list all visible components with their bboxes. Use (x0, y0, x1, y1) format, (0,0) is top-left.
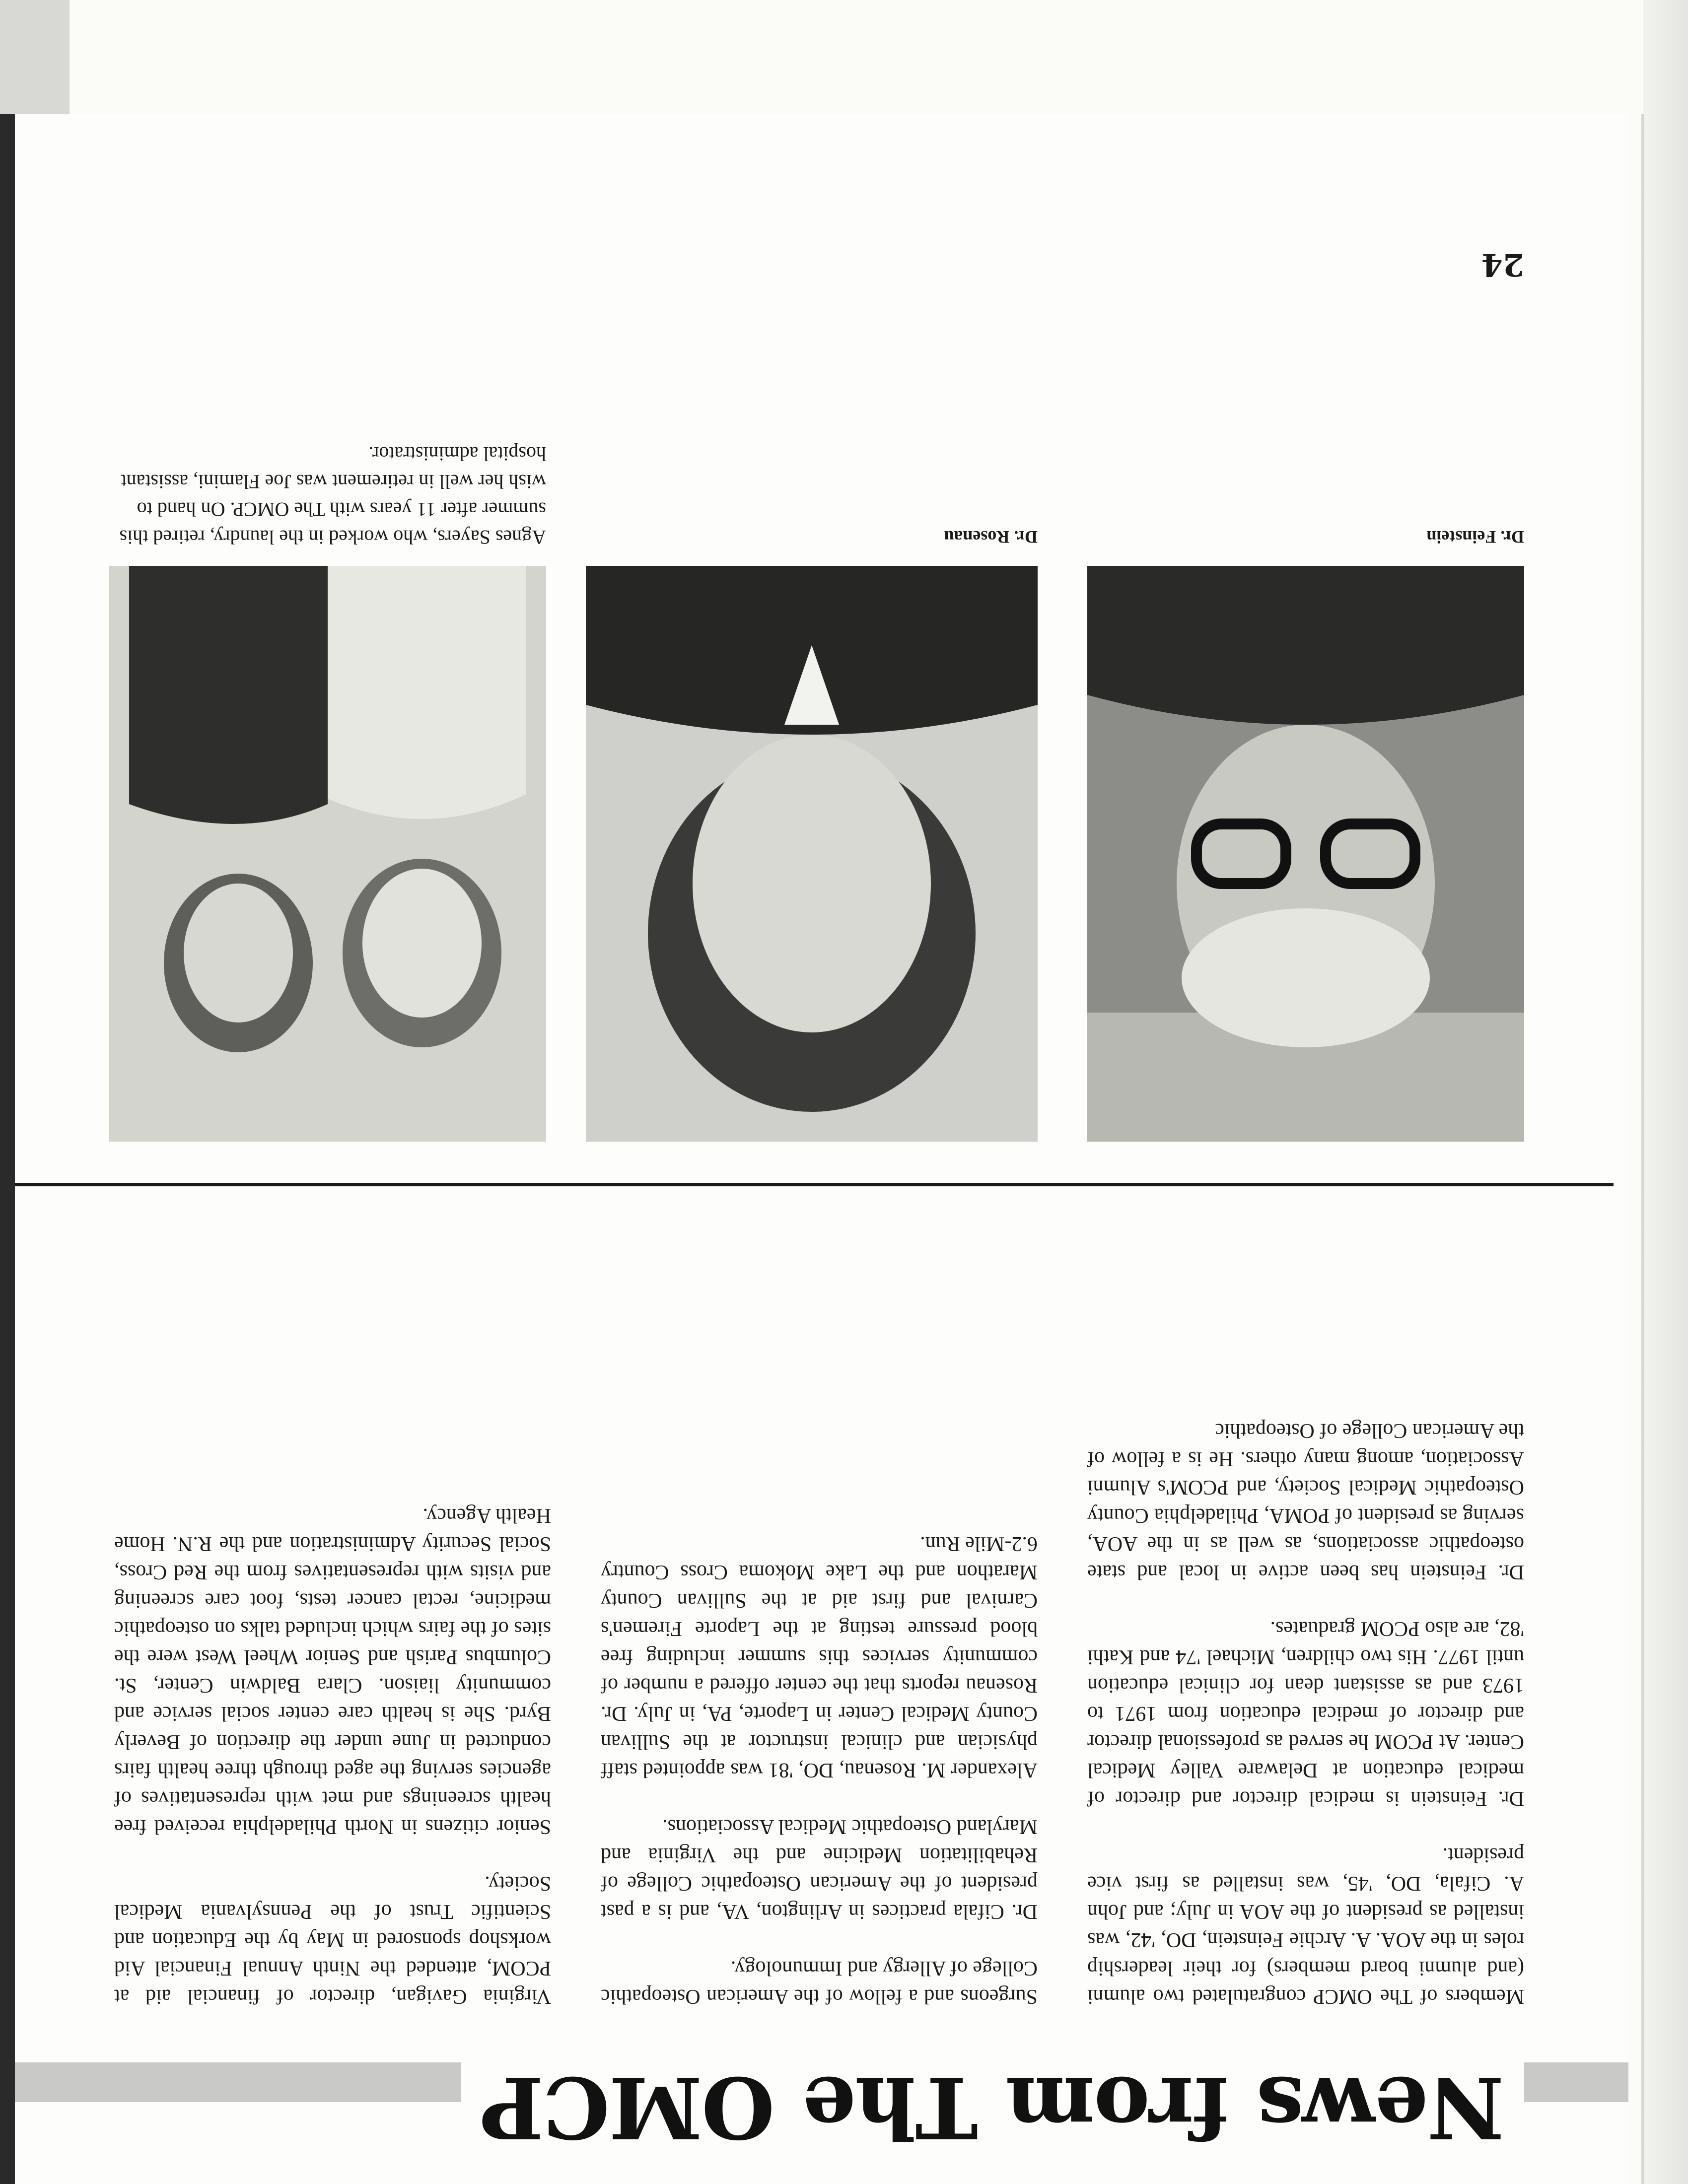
photo-feinstein (1087, 566, 1524, 1142)
portrait-illustration (586, 566, 1038, 1142)
paragraph-cifala: Dr. Cifala practices in Arlington, VA, and is a past president of the American Osteopathic College of Rehabilitation Medicine and the Virginia and Maryland Osteopathic Medical Associations. (601, 1815, 1038, 1923)
scan-border-right (1643, 0, 1688, 2184)
paragraph-rosenau: Alexander M. Rosenau, DO, '81 was appointed staff physician and clinical instructor at the Sullivan County Medical Center in Laporte, PA, in July. Dr. Rosenau reports that the center offered a number of community services this summer including free blood pressure testing at the Laporte Firemen's Carnival and first aid at the Sullivan County Marathon and the Lake Mokoma Cross Country 6.2-Mile Run. (601, 1532, 1038, 1781)
paragraph-feinstein-associations: Dr. Feinstein has been active in local and state osteopathic associations, as well as in the AOA, serving as president of POMA, Philadelphia County Osteopathic Medical Society, and PCOM's Alumni Association, among many others. He is a fellow of the American College of Osteopathic (1087, 1419, 1524, 1583)
scan-border-corner (0, 0, 70, 114)
page-number: 24 (1481, 247, 1524, 283)
page-fold-shadow (1641, 114, 1644, 2184)
section-divider (15, 1183, 1614, 1186)
caption-feinstein: Dr. Feinstein (1426, 527, 1524, 547)
photo-rosenau (586, 566, 1038, 1142)
paragraph-feinstein-bio: Dr. Feinstein is medical director and director of medical education at Delaware Valley Medical Center. At PCOM he served as professional director and director of medical education from 1971 to 1973 and as assistant dean for clinical education until 1977. His two children, Michael '74 and Kathi '82, are also PCOM graduates. (1087, 1617, 1524, 1810)
newsletter-page (15, 114, 1628, 2184)
paragraph-gavigan: Virginia Gavigan, director of financial aid at PCOM, attended the Ninth Annual Financial Aid workshop sponsored in May by the Education and Scientific Trust of the Pennsylvania Medical Society. (114, 1872, 551, 2008)
page-title: News from The OMCP (461, 2057, 1524, 2157)
article-column-2 (601, 1501, 1038, 2010)
article-column-3 (114, 1473, 551, 2010)
paragraph-fellow: Surgeons and a fellow of the American Osteopathic College of Allergy and Immunology. (601, 1957, 1038, 2008)
header-band (15, 2052, 1628, 2157)
group-photo-illustration (109, 566, 546, 1142)
photo-sayers (109, 566, 546, 1142)
article-column-1 (1087, 1388, 1524, 2010)
paragraph-health-fairs: Senior citizens in North Philadelphia received free health screenings and met with representatives of agencies serving the aged through three health fairs conducted in June under the direction of Beverly Byrd. She is health care center social service and community liaison. Clara Baldwin Center, St. Columbus Parish and Senior Wheel West were the sites of the fairs which included talks on osteopathic medicine, rectal cancer tests, foot care screening and visits with representatives from the Red Cross, Social Security Administration and the R.N. Home Health Agency. (114, 1504, 551, 1838)
caption-rosenau: Dr. Rosenau (944, 527, 1038, 547)
portrait-illustration (1087, 566, 1524, 1142)
paragraph-aoa-leaders: Members of The OMCP congratulated two alumni (and alumni board members) for their leadership roles in the AOA. A. Archie Feinstein, DO, '42, was installed as president of the AOA in July; and John A. Cifala, DO, '45, was installed as first vice president. (1087, 1843, 1524, 2008)
caption-sayers: Agnes Sayers, who worked in the laundry, retired this summer after 11 years with The OMCP. On hand to wish her well in retirement was Joe Flamini, assistant hospital administrator. (119, 443, 546, 548)
